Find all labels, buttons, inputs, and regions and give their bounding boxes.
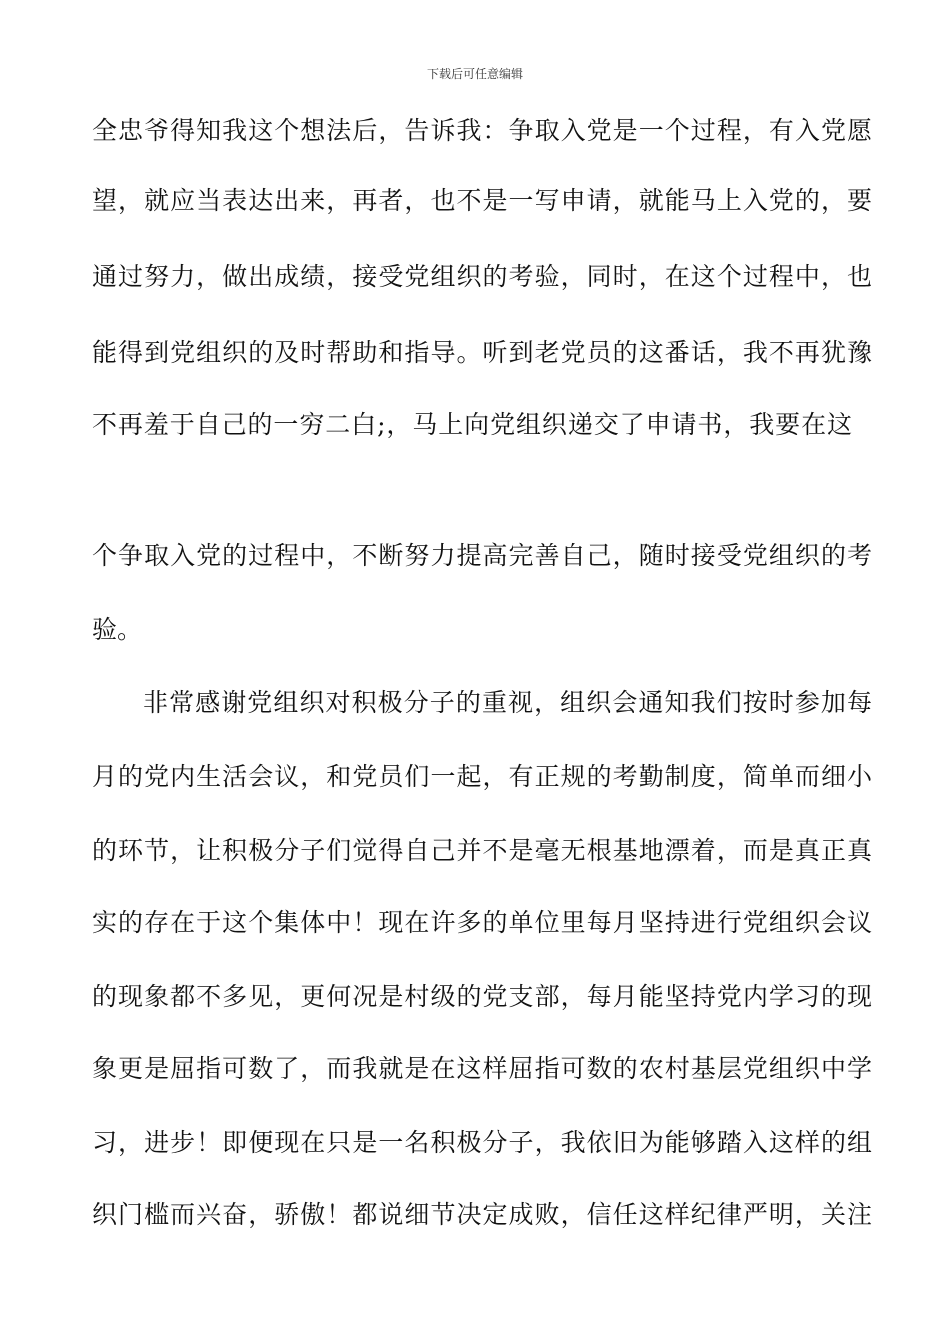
body-text-line: 个争取入党的过程中，不断努力提高完善自己，随时接受党组织的考 [92, 541, 872, 570]
body-text-line: 验。 [92, 615, 143, 644]
page-header: 下载后可任意编辑 [426, 67, 523, 81]
body-text-line: 的现象都不多见，更何况是村级的党支部，每月能坚持党内学习的现 [92, 982, 872, 1011]
body-text-line: 全忠爷得知我这个想法后，告诉我：争取入党是一个过程，有入党愿 [92, 116, 872, 145]
body-text-line: 习，进步！即便现在只是一名积极分子，我依旧为能够踏入这样的组 [92, 1128, 872, 1157]
body-text-line: 月的党内生活会议，和党员们一起，有正规的考勤制度，简单而细小 [92, 762, 872, 791]
body-text-line: 望，就应当表达出来，再者，也不是一写申请，就能马上入党的，要 [92, 186, 872, 215]
body-text-line: 织门槛而兴奋，骄傲！都说细节决定成败，信任这样纪律严明，关注 [92, 1200, 872, 1229]
body-text-line: 不再羞于自己的一穷二白;，马上向党组织递交了申请书，我要在这 [92, 410, 852, 439]
body-text-line: 象更是屈指可数了，而我就是在这样屈指可数的农村基层党组织中学 [92, 1054, 872, 1083]
body-text-line: 通过努力，做出成绩，接受党组织的考验，同时，在这个过程中，也 [92, 262, 872, 291]
paragraph-first-line: 非常感谢党组织对积极分子的重视，组织会通知我们按时参加每 [143, 688, 872, 717]
body-text-line: 的环节，让积极分子们觉得自己并不是毫无根基地漂着，而是真正真 [92, 836, 872, 865]
body-text-line: 实的存在于这个集体中！现在许多的单位里每月坚持进行党组织会议 [92, 908, 872, 937]
body-text-line: 能得到党组织的及时帮助和指导。听到老党员的这番话，我不再犹豫 [92, 338, 872, 367]
